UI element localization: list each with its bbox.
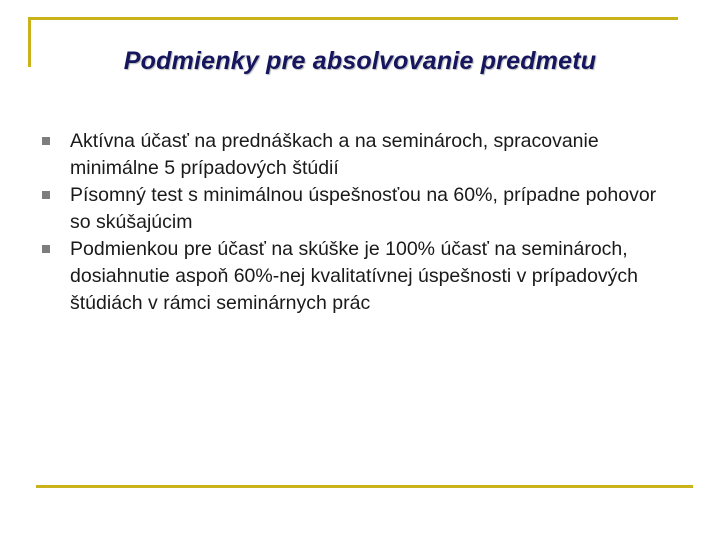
square-bullet-icon bbox=[42, 137, 50, 145]
bullet-item bbox=[40, 128, 680, 182]
bullet-text: Podmienkou pre účasť na skúške je 100% účasť na seminároch, dosiahnutie aspoň 60%-nej kvalitatívnej úspešnosti v prípadových štúdiách v rámci seminárnych prác bbox=[70, 238, 639, 314]
bottom-accent-rule bbox=[36, 485, 693, 488]
top-accent-rule bbox=[28, 17, 678, 20]
square-bullet-icon bbox=[42, 191, 50, 199]
bullet-item bbox=[40, 182, 680, 236]
square-bullet-icon bbox=[42, 245, 50, 253]
bullet-item bbox=[40, 236, 680, 317]
bullet-text: Písomný test s minimálnou úspešnosťou na 60%, prípadne pohovor so skúšajúcim bbox=[70, 184, 657, 233]
bullet-list bbox=[40, 128, 680, 317]
slide-title: Podmienky pre absolvovanie predmetu bbox=[123, 46, 597, 75]
bullet-text: Aktívna účasť na prednáškach a na seminároch, spracovanie minimálne 5 prípadových štúdií bbox=[70, 130, 599, 179]
